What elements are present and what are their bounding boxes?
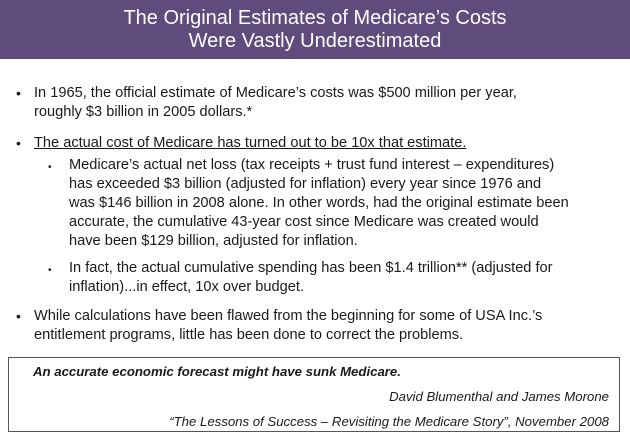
bullet-text: roughly $3 billion in 2005 dollars.* bbox=[34, 104, 253, 120]
bullet-text: accurate, the cumulative 43-year cost since Medicare was created would bbox=[69, 214, 539, 230]
title-line-1: The Original Estimates of Medicare’s Costs bbox=[123, 6, 507, 29]
slide-title bbox=[0, 0, 630, 59]
bullet-text: inflation)...in effect, 10x over budget. bbox=[69, 279, 304, 295]
bullet-text: has exceeded $3 billion (adjusted for inflation) every year since 1976 and bbox=[69, 176, 542, 192]
bullet-text: have been $129 billion, adjusted for inflation. bbox=[69, 233, 358, 249]
bullet-text: Medicare’s actual net loss (tax receipts + trust fund interest – expenditures) bbox=[69, 157, 555, 173]
bullet-text: While calculations have been flawed from the beginning for some of USA Inc.’s bbox=[34, 308, 543, 324]
quote-authors: David Blumenthal and James Morone bbox=[389, 389, 609, 404]
bullet-text: The actual cost of Medicare has turned out to be 10x that estimate. bbox=[34, 135, 467, 151]
bullet-marker: • bbox=[16, 135, 21, 151]
bullet-marker: • bbox=[16, 85, 21, 101]
bullet-text: was $146 billion in 2008 alone. In other words, had the original estimate been bbox=[69, 195, 569, 211]
bullet-marker: • bbox=[16, 308, 21, 324]
bullet-text: In fact, the actual cumulative spending has been $1.4 trillion** (adjusted for bbox=[69, 260, 553, 276]
quote-source: “The Lessons of Success – Revisiting the Medicare Story”, November 2008 bbox=[169, 414, 609, 429]
bullet-marker: • bbox=[48, 265, 52, 276]
bullet-text: entitlement programs, little has been done to correct the problems. bbox=[34, 327, 464, 343]
bullet-marker: • bbox=[48, 162, 52, 173]
bullet-text: In 1965, the official estimate of Medicare’s costs was $500 million per year, bbox=[34, 85, 517, 101]
quote-box bbox=[8, 357, 620, 432]
title-line-2: Were Vastly Underestimated bbox=[188, 29, 442, 52]
quote-text: An accurate economic forecast might have sunk Medicare. bbox=[33, 364, 401, 379]
